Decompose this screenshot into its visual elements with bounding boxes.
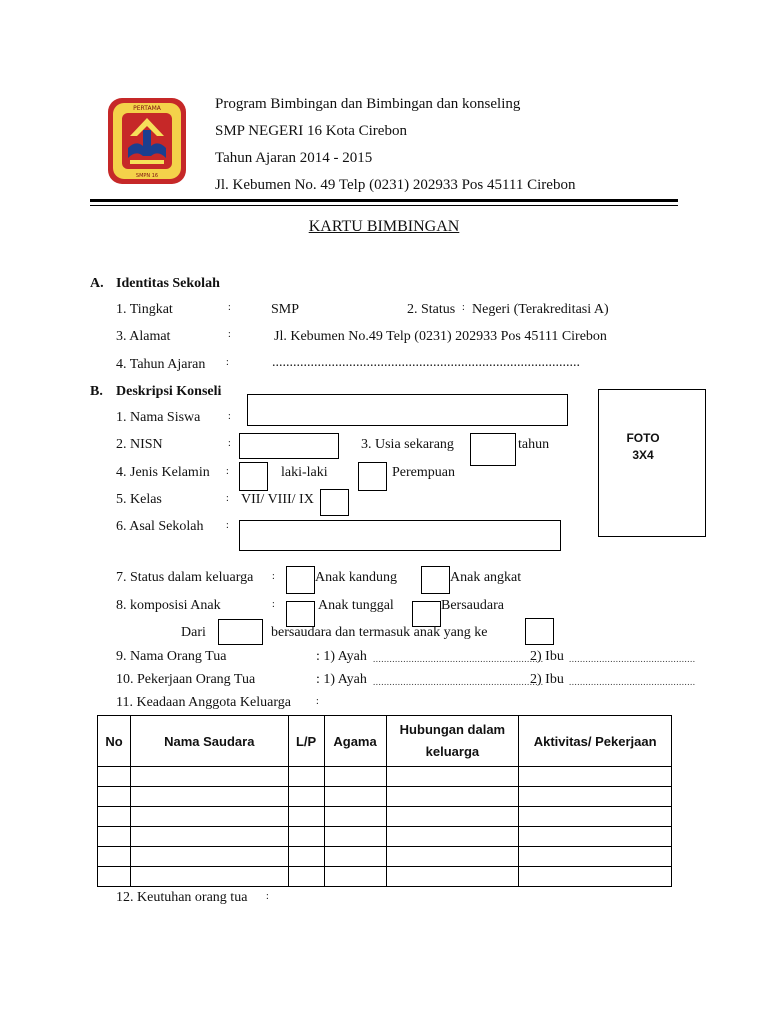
logo-top-text: PERTAMA [133,105,161,112]
table-cell[interactable] [98,827,131,847]
kelas-label: 5. Kelas [116,492,162,507]
table-cell[interactable] [98,767,131,787]
col-header-nama-saudara: Nama Saudara [130,716,288,767]
tahun-ajaran-label: 4. Tahun Ajaran [116,357,206,372]
jenis-kelamin-colon: : [226,466,229,477]
table-cell[interactable] [324,807,386,827]
alamat-colon: : [228,329,231,340]
col-header-lp: L/P [288,716,324,767]
nisn-label: 2. NISN [116,437,163,452]
table-cell[interactable] [324,867,386,887]
pekerjaan-ortu-ibu-label: 2) Ibu [530,672,564,687]
table-cell[interactable] [130,787,288,807]
table-row [98,807,672,827]
anak-angkat-label: Anak angkat [450,570,522,585]
table-cell[interactable] [386,807,519,827]
table-cell[interactable] [98,847,131,867]
table-cell[interactable] [324,847,386,867]
table-row [98,867,672,887]
keutuhan-label: 12. Keutuhan orang tua [116,890,248,905]
nama-siswa-label: 1. Nama Siswa [116,410,201,425]
table-cell[interactable] [386,827,519,847]
tingkat-label: 1. Tingkat [116,302,173,317]
header-year: Tahun Ajaran 2014 - 2015 [215,150,373,166]
table-cell[interactable] [288,807,324,827]
kelas-value: VII/ VIII/ IX [241,492,314,507]
bersaudara-label: Bersaudara [441,598,504,613]
laki-laki-checkbox[interactable] [239,462,268,491]
table-cell[interactable] [519,827,672,847]
table-cell[interactable] [98,787,131,807]
table-cell[interactable] [324,827,386,847]
pekerjaan-ayah-dots: .............................................................. [373,677,544,687]
bersaudara-checkbox[interactable] [412,601,441,627]
status-value: Negeri (Terakreditasi A) [472,302,609,317]
bersaudara-termasuk-label: bersaudara dan termasuk anak yang ke [271,625,488,640]
anak-kandung-checkbox[interactable] [286,566,315,594]
anak-tunggal-checkbox[interactable] [286,601,315,627]
table-cell[interactable] [386,867,519,887]
table-cell[interactable] [288,847,324,867]
tingkat-value: SMP [271,302,300,317]
keutuhan-colon: : [266,891,269,902]
status-colon: : [462,302,465,313]
section-b-letter: B. [90,384,103,399]
nama-ibu-dots: .............................................. [569,654,696,664]
keadaan-keluarga-colon: : [316,696,319,707]
keadaan-keluarga-label: 11. Keadaan Anggota Keluarga [116,695,291,710]
table-cell[interactable] [130,827,288,847]
header-address: Jl. Kebumen No. 49 Telp (0231) 202933 Pos 45111 Cirebon [215,177,576,193]
dari-label: Dari [181,625,206,640]
table-cell[interactable] [130,767,288,787]
usia-label: 3. Usia sekarang [361,437,454,452]
nama-siswa-colon: : [228,411,231,422]
nama-ortu-ibu-label: 2) Ibu [530,649,564,664]
table-cell[interactable] [519,867,672,887]
usia-field[interactable] [470,433,516,466]
table-row [98,827,672,847]
header-program: Program Bimbingan dan Bimbingan dan konseling [215,96,521,112]
anak-kandung-label: Anak kandung [315,570,398,585]
asal-sekolah-colon: : [226,520,229,531]
section-a-letter: A. [90,276,104,291]
komposisi-label: 8. komposisi Anak [116,598,221,613]
asal-sekolah-field[interactable] [239,520,561,551]
alamat-label: 3. Alamat [116,329,171,344]
section-b-heading: Deskripsi Konseli [116,384,222,399]
table-cell[interactable] [288,827,324,847]
page-title: KARTU BIMBINGAN [308,218,460,235]
table-cell[interactable] [386,767,519,787]
anak-ke-field[interactable] [525,618,554,645]
header-divider-thick [90,199,678,202]
header-divider-thin [90,205,678,206]
table-cell[interactable] [519,807,672,827]
school-logo [106,96,188,191]
anak-tunggal-label: Anak tunggal [318,598,394,613]
table-header-row [98,716,672,767]
jenis-kelamin-label: 4. Jenis Kelamin [116,465,210,480]
nisn-field[interactable] [239,433,339,459]
table-cell[interactable] [98,807,131,827]
pekerjaan-ortu-ayah-label: : 1) Ayah [316,672,367,687]
table-cell[interactable] [324,767,386,787]
nama-ortu-ayah-label: : 1) Ayah [316,649,367,664]
kelas-colon: : [226,493,229,504]
table-cell[interactable] [288,867,324,887]
table-cell[interactable] [386,847,519,867]
family-table [97,715,672,887]
table-cell[interactable] [288,767,324,787]
table-cell[interactable] [519,847,672,867]
laki-laki-label: laki-laki [281,465,328,480]
alamat-value: Jl. Kebumen No.49 Telp (0231) 202933 Pos 45111 Cirebon [274,329,607,344]
kelas-field[interactable] [320,489,349,516]
photo-label: FOTO 3X4 [626,431,660,462]
photo-box [598,389,706,537]
table-cell[interactable] [98,867,131,887]
anak-angkat-checkbox[interactable] [421,566,450,594]
nisn-colon: : [228,438,231,449]
status-keluarga-colon: : [272,571,275,582]
col-header-no: No [98,716,131,767]
tahun-unit: tahun [518,437,550,452]
header-school: SMP NEGERI 16 Kota Cirebon [215,123,407,139]
pekerjaan-ortu-label: 10. Pekerjaan Orang Tua [116,672,256,687]
table-cell[interactable] [386,787,519,807]
table-row [98,847,672,867]
tahun-ajaran-value: ........................................................................................ [272,355,580,370]
table-cell[interactable] [130,867,288,887]
table-cell[interactable] [288,787,324,807]
pekerjaan-ibu-dots: .............................................. [569,677,696,687]
col-header-agama: Agama [324,716,386,767]
status-keluarga-label: 7. Status dalam keluarga [116,570,254,585]
table-row [98,787,672,807]
komposisi-colon: : [272,599,275,610]
table-cell[interactable] [519,787,672,807]
tahun-ajaran-colon: : [226,357,229,368]
perempuan-label: Perempuan [392,465,455,480]
table-cell[interactable] [519,767,672,787]
table-cell[interactable] [130,847,288,867]
jumlah-saudara-field[interactable] [218,619,263,645]
logo-bottom-text: SMPN 16 [135,173,159,179]
section-a-heading: Identitas Sekolah [116,276,220,291]
school-emblem-icon [106,96,188,186]
table-cell[interactable] [324,787,386,807]
asal-sekolah-label: 6. Asal Sekolah [116,519,204,534]
nama-ayah-dots: .............................................................. [373,654,544,664]
status-label: 2. Status [407,302,456,317]
nama-siswa-field[interactable] [247,394,568,426]
tingkat-colon: : [228,302,231,313]
nama-ortu-label: 9. Nama Orang Tua [116,649,227,664]
table-row [98,767,672,787]
table-cell[interactable] [130,807,288,827]
col-header-aktivitas: Aktivitas/ Pekerjaan [519,716,672,767]
perempuan-checkbox[interactable] [358,462,387,491]
col-header-hubungan: Hubungan dalam keluarga [386,716,519,767]
